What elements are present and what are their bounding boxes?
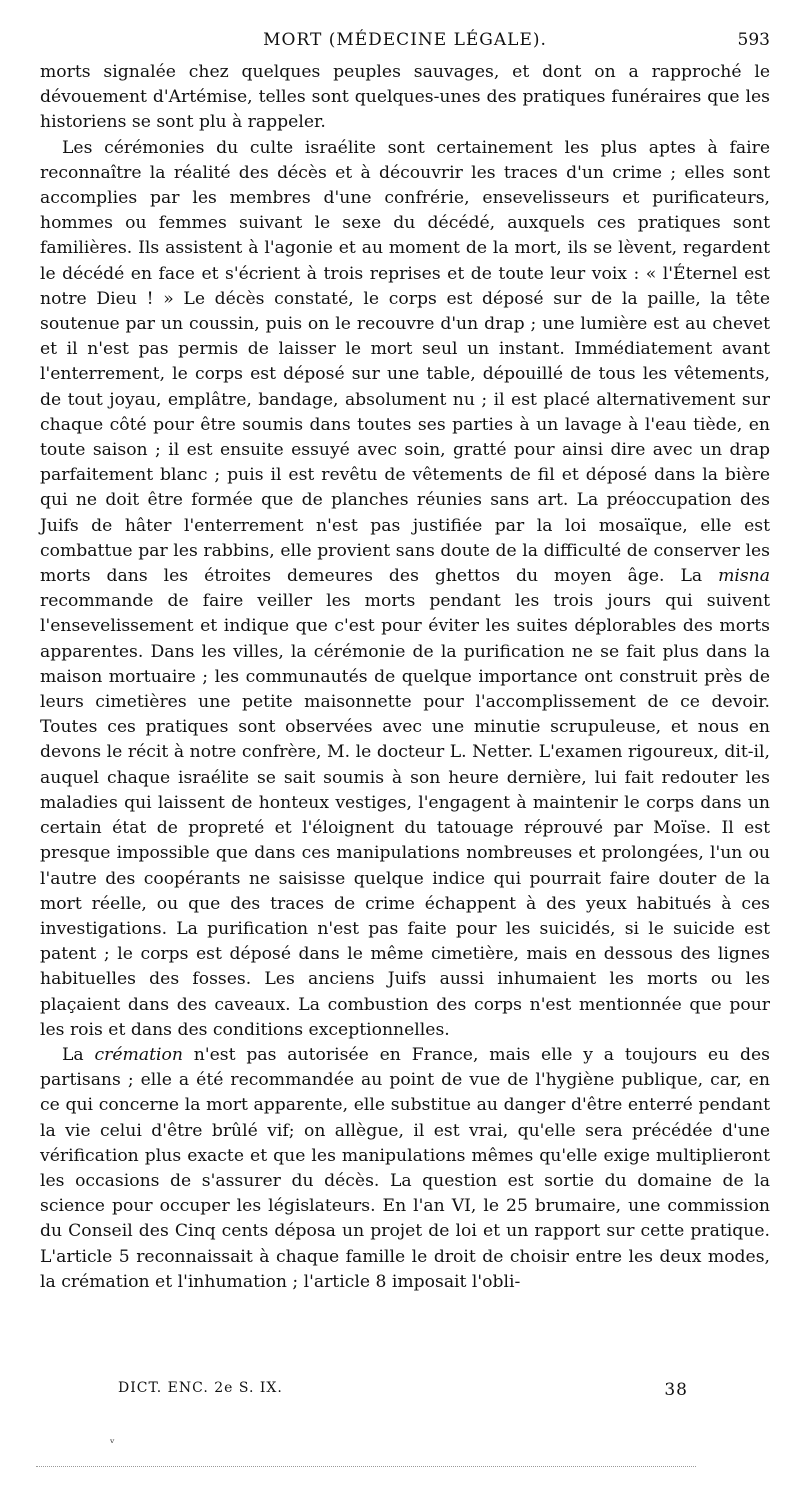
paragraph xyxy=(40,1043,770,1295)
italic-term: misna xyxy=(718,566,770,587)
stray-mark: ᵛ xyxy=(110,1436,115,1450)
signature-line xyxy=(118,1380,688,1404)
text-run: La xyxy=(62,1044,95,1065)
paragraph xyxy=(40,60,770,136)
signature-number: 38 xyxy=(664,1380,688,1400)
body-text xyxy=(40,60,770,1295)
text-run: recommande de faire veiller les morts pendant les trois jours qui suivent l'ensevelissement et indique que c'est pour éviter les suites déplorables des morts apparentes. Dans les villes, la cérémonie de la purification ne se fait plus dans la maison mortuaire ; les communautés de quelque importance ont construit près de leurs cimetières une petite maisonnette pour l'accomplissement de ce devoir. Toutes ces pratiques sont observées avec une minutie scrupuleuse, et nous en devons le récit à notre confrère, M. le docteur L. Netter. L'examen rigoureux, dit-il, auquel chaque israélite se sait soumis à son heure dernière, lui fait redouter les maladies qui laissent de honteux vestiges, l'engagent à maintenir le corps dans un certain état de propreté et l'éloignent du tatouage réprouvé par Moïse. Il est presque impossible que dans ces manipulations nombreuses et prolongées, l'un ou l'autre des coopérants ne saisisse quelque indice qui pourrait faire douter de la mort réelle, ou que des traces de crime échappent à des yeux habitués à ces investigations. La purification n'est pas faite pour les suicidés, si le suicide est patent ; le corps est déposé dans le même cimetière, mais en dessous des lignes habituelles des fosses. Les anciens Juifs aussi inhumaient les morts ou les plaçaient dans des caveaux. La combustion des corps n'est mentionnée que pour les rois et dans des conditions exceptionnelles. xyxy=(40,591,770,1040)
italic-term: crémation xyxy=(94,1044,183,1065)
running-title: MORT (MÉDECINE LÉGALE). xyxy=(263,30,547,50)
text-run: Les cérémonies du culte israélite sont certainement les plus aptes à faire reconnaître la réalité des décès et à découvrir les traces d'un crime ; elles sont accomplies par les membres d'une confrérie, ensevelisseurs et purificateurs, hommes ou femmes suivant le sexe du décédé, auxquels ces pratiques sont familières. Ils assistent à l'agonie et au moment de la mort, ils se lèvent, regardent le décédé en face et s'écrient à trois reprises et de toute leur voix : « l'Éternel est notre Dieu ! » Le décès constaté, le corps est déposé sur de la paille, la tête soutenue par un coussin, puis on le recouvre d'un drap ; une lumière est au chevet et il n'est pas permis de laisser le mort seul un instant. Immédiatement avant l'enterrement, le corps est déposé sur une table, dépouillé de tous les vêtements, de tout joyau, emplâtre, bandage, absolument nu ; il est placé alternativement sur chaque côté pour être soumis dans toutes ses parties à un lavage à l'eau tiède, en toute saison ; il est ensuite essuyé avec soin, gratté pour ainsi dire avec un drap parfaitement blanc ; puis il est revêtu de vêtements de fil et déposé dans la bière qui ne doit être formée que de planches réunies sans art. La préoccupation des Juifs de hâter l'enterrement n'est pas justifiée par la loi mosaïque, elle est combattue par les rabbins, elle provient sans doute de la difficulté de conserver les morts dans les étroites demeures des ghettos du moyen âge. La xyxy=(40,137,770,587)
text-run: n'est pas autorisée en France, mais elle y a toujours eu des partisans ; elle a été recommandée au point de vue de l'hygiène publique, car, en ce qui concerne la mort apparente, elle substitue au danger d'être enterré pendant la vie celui d'être brûlé vif; on allègue, il est vrai, qu'elle sera précédée d'une vérification plus exacte et que les manipulations mêmes qu'elle exige multiplieront les occasions de s'assurer du décès. La question est sortie du domaine de la science pour occuper les législateurs. En l'an VI, le 25 brumaire, une commission du Conseil des Cinq cents déposa un projet de loi et un rapport sur cette pratique. L'article 5 reconnaissait à chaque famille le droit de choisir entre les deux modes, la crémation et l'inhumation ; l'article 8 imposait l'obli- xyxy=(40,1044,770,1292)
text-run: morts signalée chez quelques peuples sauvages, et dont on a rapproché le dévouement d'Artémise, telles sont quelques-unes des pratiques funéraires que les historiens se sont plu à rappeler. xyxy=(40,62,770,133)
signature-mark: DICT. ENC. 2e S. IX. xyxy=(118,1380,283,1396)
page-number: 593 xyxy=(737,30,770,50)
paragraph xyxy=(40,136,770,1043)
bleed-through-line xyxy=(36,1466,696,1467)
running-head xyxy=(40,30,770,56)
